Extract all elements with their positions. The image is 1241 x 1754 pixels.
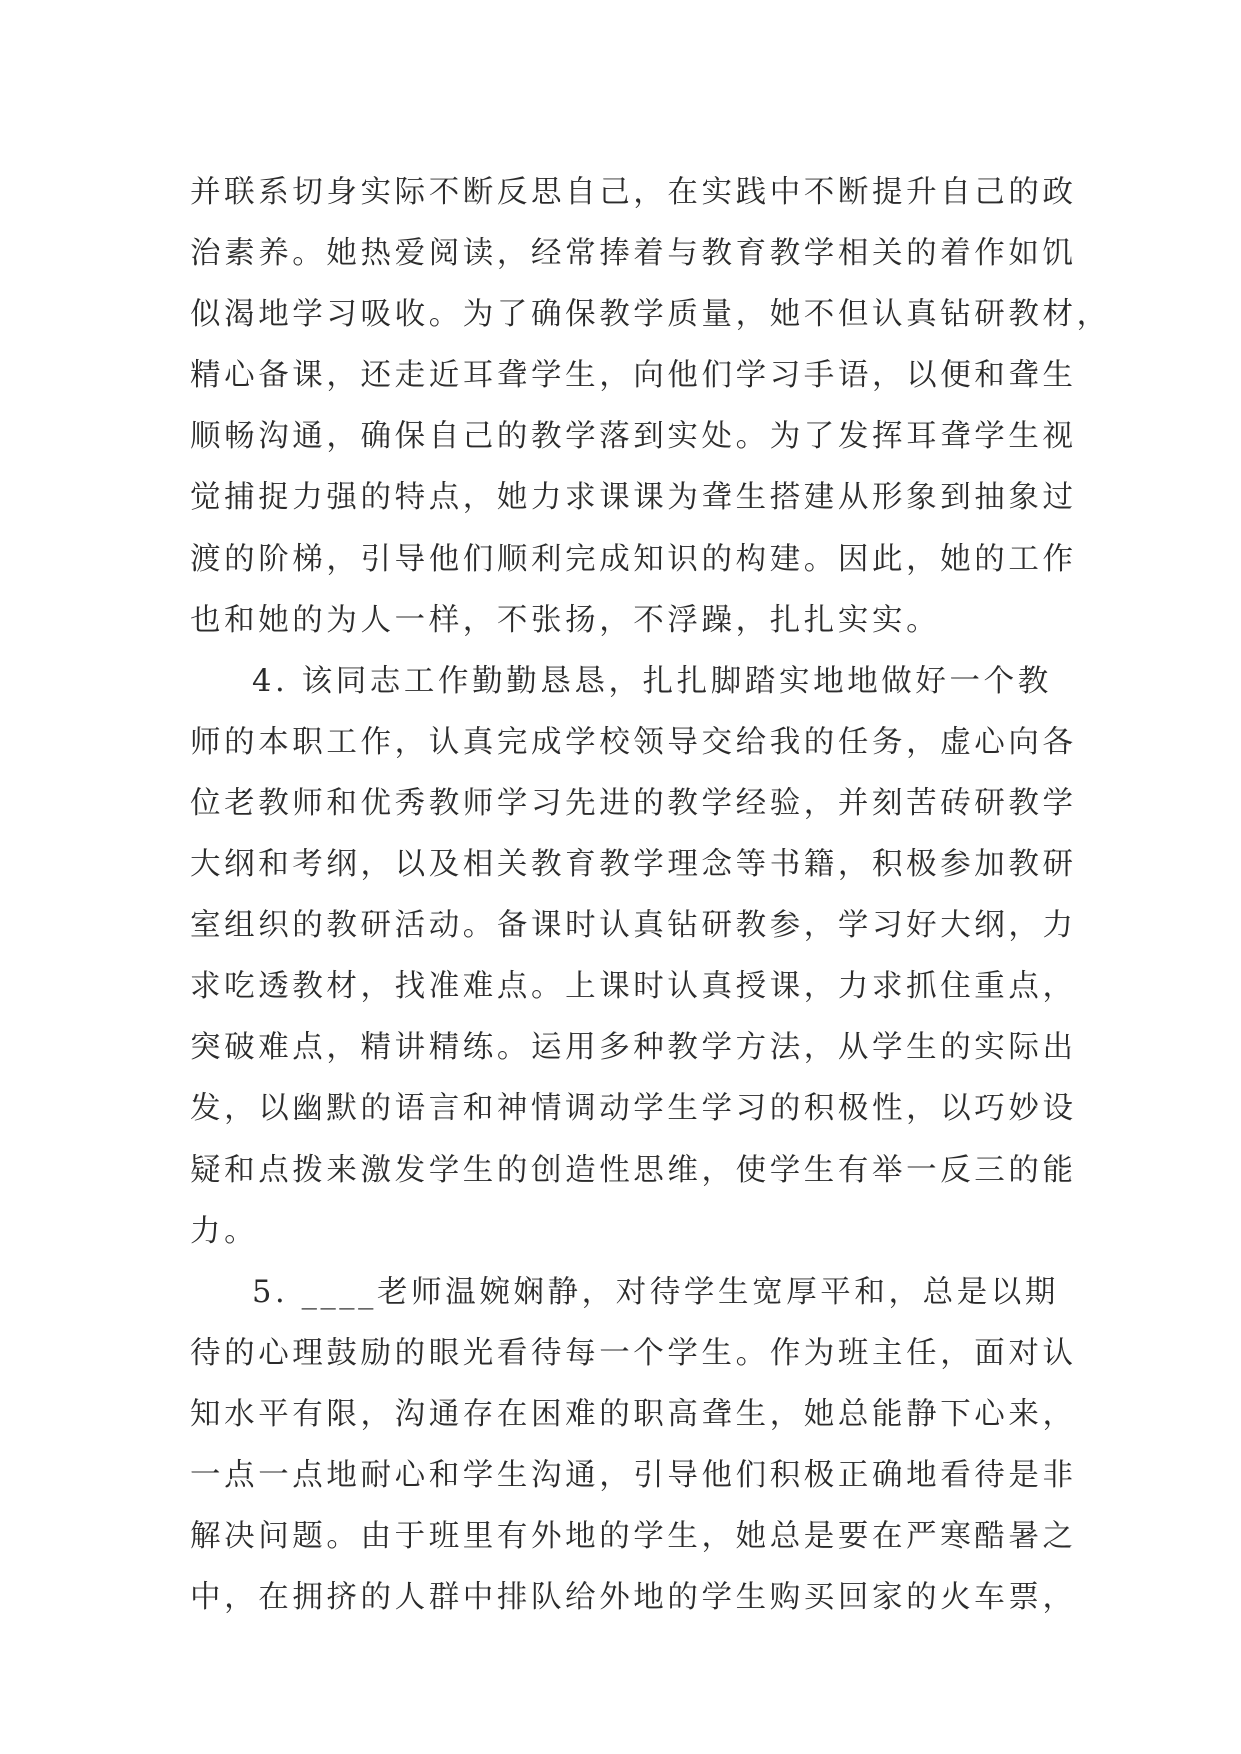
text-line: 中，在拥挤的人群中排队给外地的学生购买回家的火车票， [190,1580,1077,1616]
text-line: 师的本职工作，认真完成学校领导交给我的任务，虚心向各 [190,724,1077,760]
text-line: 求吃透教材，找准难点。上课时认真授课，力求抓住重点， [190,969,1077,1005]
text-line: 待的心理鼓励的眼光看待每一个学生。作为班主任，面对认 [190,1335,1077,1371]
text-line: 觉捕捉力强的特点，她力求课课为聋生搭建从形象到抽象过 [190,480,1077,516]
text-line: 解决问题。由于班里有外地的学生，她总是要在严寒酷暑之 [190,1519,1077,1555]
text-line: 精心备课，还走近耳聋学生，向他们学习手语，以便和聋生 [190,358,1077,394]
text-line: 治素养。她热爱阅读，经常捧着与教育教学相关的着作如饥 [190,236,1077,272]
text-line: 也和她的为人一样，不张扬，不浮躁，扎扎实实。 [190,602,941,638]
paragraph-start-line: 5. ____老师温婉娴静，对待学生宽厚平和，总是以期 [252,1274,1059,1310]
text-line: 疑和点拨来激发学生的创造性思维，使学生有举一反三的能 [190,1152,1077,1188]
text-line: 力。 [190,1213,259,1249]
text-line: 室组织的教研活动。备课时认真钻研教参，学习好大纲，力 [190,908,1077,944]
text-line: 大纲和考纲，以及相关教育教学理念等书籍，积极参加教研 [190,847,1077,883]
text-line: 并联系切身实际不断反思自己，在实践中不断提升自己的政 [190,175,1077,210]
text-line: 似渴地学习吸收。为了确保教学质量，她不但认真钻研教材， [190,297,1111,333]
document-body [190,162,1111,1628]
text-line: 一点一点地耐心和学生沟通，引导他们积极正确地看待是非 [190,1457,1077,1493]
text-line: 位老教师和优秀教师学习先进的教学经验，并刻苦砖研教学 [190,785,1077,821]
text-line: 渡的阶梯，引导他们顺利完成知识的构建。因此，她的工作 [190,541,1077,577]
text-line: 知水平有限，沟通存在困难的职高聋生，她总能静下心来， [190,1396,1077,1432]
text-line: 发，以幽默的语言和神情调动学生学习的积极性，以巧妙设 [190,1091,1077,1127]
text-line: 突破难点，精讲精练。运用多种教学方法，从学生的实际出 [190,1030,1077,1066]
text-line: 顺畅沟通，确保自己的教学落到实处。为了发挥耳聋学生视 [190,419,1077,455]
paragraph-start-line: 4. 该同志工作勤勤恳恳，扎扎脚踏实地地做好一个教 [252,663,1052,699]
